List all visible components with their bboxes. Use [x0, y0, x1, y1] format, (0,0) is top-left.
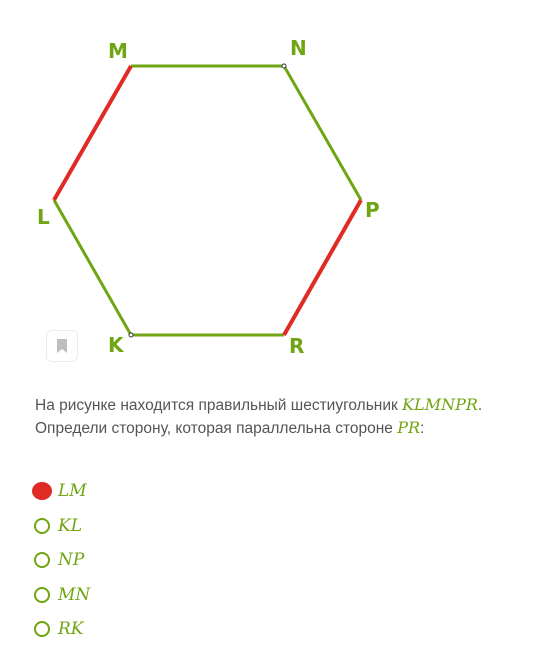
side-lm — [54, 66, 131, 200]
option-label: NP — [58, 550, 85, 571]
vertex-label-l: L — [37, 205, 50, 229]
bookmark-icon — [56, 339, 68, 353]
vertex-point-k — [129, 333, 133, 337]
vertex-point-n — [282, 64, 286, 68]
question-punctuation: : — [420, 420, 425, 437]
side-pr — [284, 200, 361, 335]
option-label: MN — [58, 584, 91, 605]
radio[interactable] — [34, 621, 50, 637]
option-label: KL — [58, 515, 82, 536]
radio[interactable] — [34, 587, 50, 603]
radio[interactable] — [34, 518, 50, 534]
radio[interactable] — [34, 552, 50, 568]
math-side-name: PR — [397, 418, 421, 437]
option-lm[interactable] — [34, 474, 90, 509]
option-kl[interactable] — [34, 509, 90, 544]
option-np[interactable] — [34, 543, 90, 578]
option-label: LM — [58, 481, 87, 502]
answer-options — [34, 474, 90, 647]
question-text-part: На рисунке находится правильный шестиугольник — [35, 397, 403, 414]
question-punctuation: . — [477, 397, 483, 414]
side-kl — [54, 200, 131, 335]
bookmark-button[interactable] — [46, 330, 78, 362]
option-rk[interactable] — [34, 612, 90, 647]
side-np — [284, 66, 361, 200]
question-text-part: Определи сторону, которая параллельна стороне — [35, 420, 398, 437]
radio-selected[interactable] — [32, 482, 52, 500]
vertex-label-r: R — [289, 334, 305, 358]
vertex-label-p: P — [365, 198, 380, 222]
option-mn[interactable] — [34, 578, 90, 613]
vertex-label-k: K — [108, 333, 124, 357]
vertex-label-n: N — [290, 36, 307, 60]
vertex-label-m: M — [108, 39, 128, 63]
math-hexagon-name: KLMNPR — [402, 395, 478, 414]
question-text — [35, 394, 550, 440]
question-line-2 — [35, 417, 550, 440]
question-line-1 — [35, 394, 550, 417]
option-label: RK — [58, 619, 84, 640]
